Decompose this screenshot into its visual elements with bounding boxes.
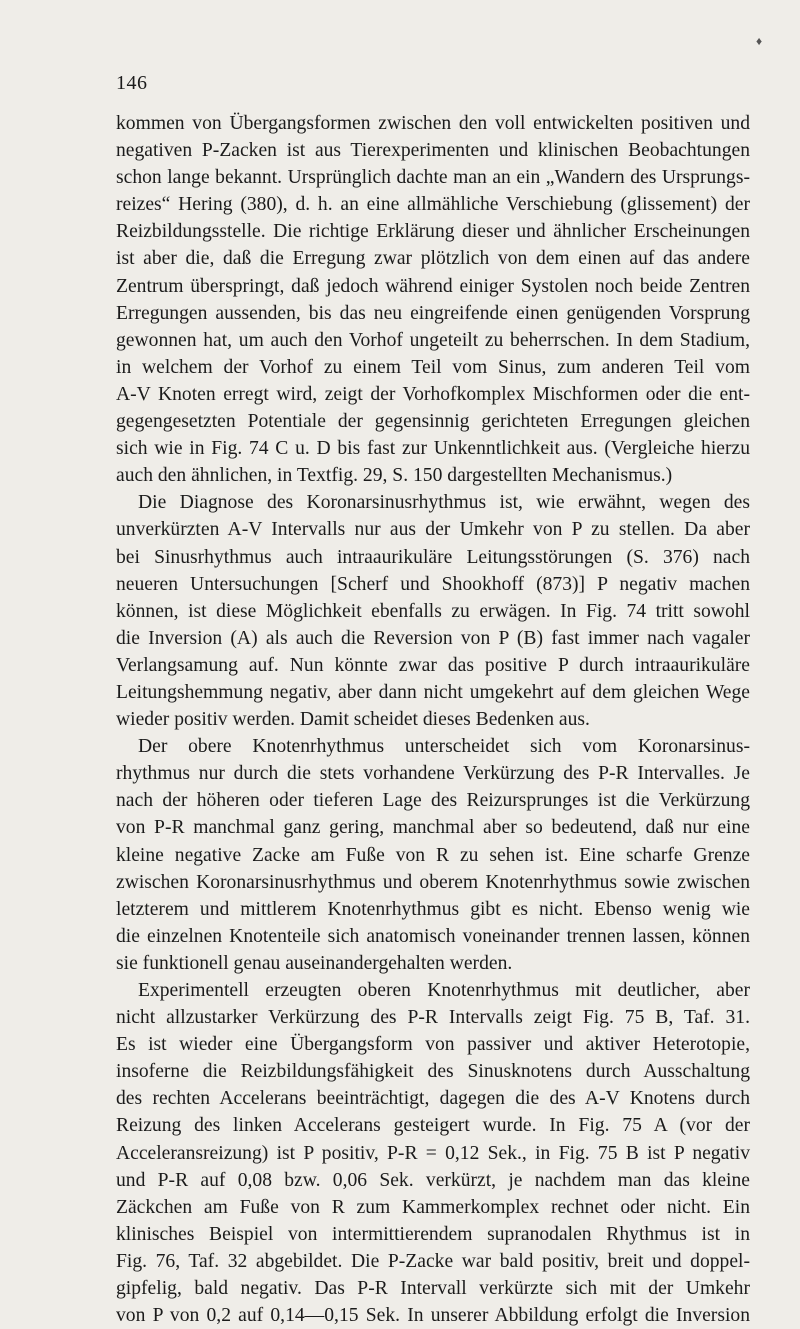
text-line: sie funktionell genau auseinandergehalten werden.: [116, 952, 513, 974]
body-text: [116, 110, 750, 1329]
text-line: Zäckchen am Fuße von R zum Kammerkomplex rechnet oder nicht. Ein: [116, 1196, 750, 1218]
text-line: insoferne die Reizbildungsfähigkeit des Sinusknotens durch Ausschaltung: [116, 1061, 750, 1083]
text-line: Acceleransreizung) ist P positiv, P-R = 0,12 Sek., in Fig. 75 B ist P negativ: [116, 1142, 750, 1164]
text-line: Erregungen aussenden, bis das neu eingreifende einen genügenden Vorsprung: [116, 302, 750, 324]
text-line: und P-R auf 0,08 bzw. 0,06 Sek. verkürzt, je nachdem man das kleine: [116, 1169, 750, 1191]
text-line: reizes“ Hering (380), d. h. an eine allmähliche Verschiebung (glissement) der: [116, 194, 750, 216]
text-line: Der obere Knotenrhythmus unterscheidet sich vom Koronarsinus-: [138, 736, 750, 758]
text-line: können, ist diese Möglichkeit ebenfalls zu erwägen. In Fig. 74 tritt sowohl: [116, 600, 750, 622]
text-line: gegengesetzten Potentiale der gegensinnig gerichteten Erregungen gleichen: [116, 411, 750, 433]
text-line: wieder positiv werden. Damit scheidet dieses Bedenken aus.: [116, 709, 590, 731]
text-line: in welchem der Vorhof zu einem Teil vom Sinus, zum anderen Teil vom: [116, 356, 750, 378]
text-line: ist aber die, daß die Erregung zwar plötzlich von dem einen auf das andere: [116, 248, 750, 270]
text-line: Es ist wieder eine Übergangsform von passiver und aktiver Heterotopie,: [116, 1034, 750, 1056]
text-line: gewonnen hat, um auch den Vorhof ungeteilt zu beherrschen. In dem Stadium,: [116, 329, 750, 351]
text-line: Reizung des linken Accelerans gesteigert wurde. In Fig. 75 A (vor der: [116, 1115, 750, 1137]
text-line: neueren Untersuchungen [Scherf und Shookhoff (873)] P negativ machen: [116, 573, 750, 595]
text-line: von P von 0,2 auf 0,14—0,15 Sek. In unserer Abbildung erfolgt die Inversion: [116, 1305, 750, 1327]
text-line: negativen P-Zacken ist aus Tierexperimenten und klinischen Beobachtungen: [116, 140, 750, 162]
text-line: die einzelnen Knotenteile sich anatomisch voneinander trennen lassen, können: [116, 925, 750, 947]
text-line: Leitungshemmung negativ, aber dann nicht umgekehrt auf dem gleichen Wege: [116, 681, 750, 703]
text-line: sich wie in Fig. 74 C u. D bis fast zur Unkenntlichkeit aus. (Vergleiche hierzu: [116, 438, 750, 460]
text-line: schon lange bekannt. Ursprünglich dachte man an ein „Wandern des Ursprungs-: [116, 167, 750, 189]
text-line: von P-R manchmal ganz gering, manchmal aber so bedeutend, daß nur eine: [116, 817, 750, 839]
text-line: kommen von Übergangsformen zwischen den voll entwickelten positiven und: [116, 113, 750, 134]
text-line: Verlangsamung auf. Nun könnte zwar das positive P durch intraaurikuläre: [116, 654, 750, 676]
corner-mark: ♦: [756, 34, 763, 48]
text-line: Zentrum überspringt, daß jedoch während einiger Systolen noch beide Zentren: [116, 275, 750, 297]
text-line: bei Sinusrhythmus auch intraaurikuläre Leitungsstörungen (S. 376) nach: [116, 546, 750, 568]
text-line: die Inversion (A) als auch die Reversion von P (B) fast immer nach vagaler: [116, 627, 750, 649]
page-number: 146: [116, 72, 148, 94]
text-line: nach der höheren oder tieferen Lage des Reizursprunges ist die Verkürzung: [116, 790, 750, 812]
text-line: gipfelig, bald negativ. Das P-R Intervall verkürzte sich mit der Umkehr: [116, 1278, 750, 1300]
text-line: Experimentell erzeugten oberen Knotenrhythmus mit deutlicher, aber: [138, 980, 750, 1001]
text-line: kleine negative Zacke am Fuße von R zu sehen ist. Eine scharfe Grenze: [116, 844, 750, 866]
text-line: Die Diagnose des Koronarsinusrhythmus ist, wie erwähnt, wegen des: [138, 492, 750, 514]
text-line: Fig. 76, Taf. 32 abgebildet. Die P-Zacke war bald positiv, breit und doppel-: [116, 1250, 750, 1272]
text-line: zwischen Koronarsinusrhythmus und oberem Knotenrhythmus sowie zwischen: [116, 871, 750, 893]
text-line: A-V Knoten erregt wird, zeigt der Vorhofkomplex Mischformen oder die ent-: [116, 383, 750, 405]
text-line: auch den ähnlichen, in Textfig. 29, S. 150 dargestellten Mechanismus.): [116, 465, 673, 487]
text-line: Reizbildungsstelle. Die richtige Erklärung dieser und ähnlicher Erscheinungen: [116, 221, 750, 243]
text-line: rhythmus nur durch die stets vorhandene Verkürzung des P-R Intervalles. Je: [116, 763, 750, 785]
text-line: klinisches Beispiel von intermittierendem supranodalen Rhythmus ist in: [116, 1223, 750, 1245]
text-line: des rechten Accelerans beeinträchtigt, dagegen die des A-V Knotens durch: [116, 1088, 750, 1110]
text-line: nicht allzustarker Verkürzung des P-R Intervalls zeigt Fig. 75 B, Taf. 31.: [116, 1007, 750, 1029]
text-line: unverkürzten A-V Intervalls nur aus der Umkehr von P zu stellen. Da aber: [116, 519, 750, 541]
text-line: letzterem und mittlerem Knotenrhythmus gibt es nicht. Ebenso wenig wie: [116, 898, 750, 920]
